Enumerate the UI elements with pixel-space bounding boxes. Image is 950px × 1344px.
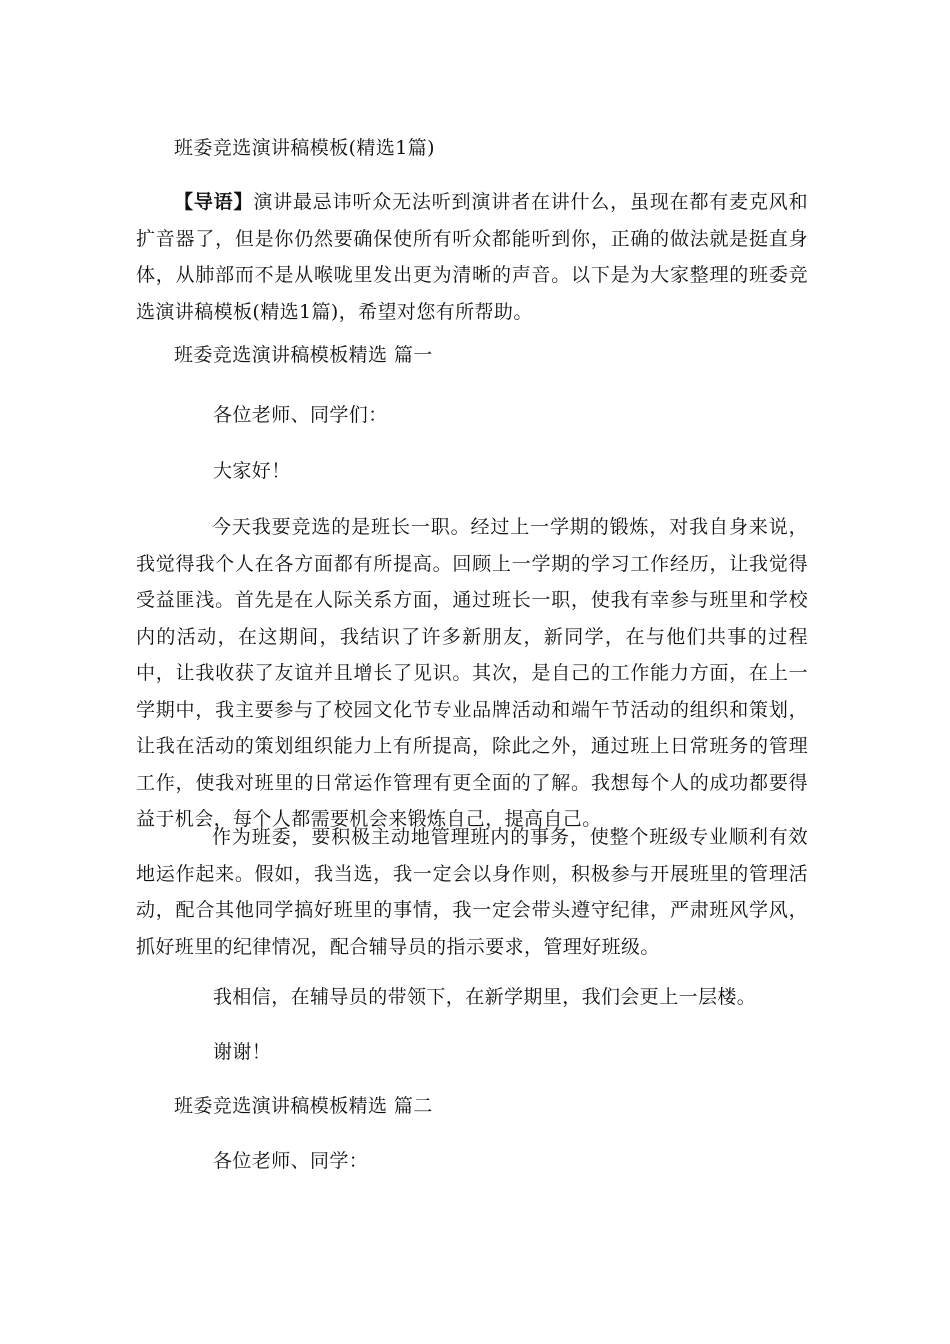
section1-paragraph-1: 今天我要竞选的是班长一职。经过上一学期的锻炼，对我自身来说，我觉得我个人在各方面都有所提高。回顾上一学期的学习工作经历，让我觉得受益匪浅。首先是在人际关系方面，通过班长一职，使我有幸参与班里和学校内的活动，在这期间，我结识了许多新朋友，新同学，在与他们共事的过程中，让我收获了友谊并且增长了见识。其次，是自己的工作能力方面，在上一学期中，我主要参与了校园文化节专业品牌活动和端午节活动的组织和策划，让我在活动的策划组织能力上有所提高，除此之外，通过班上日常班务的管理工作，使我对班里的日常运作管理有更全面的了解。我想每个人的成功都要得益于机会，每个人都需要机会来锻炼自己，提高自己。 <box>136 516 808 830</box>
section1-salutation: 各位老师、同学们： <box>213 404 388 426</box>
intro-text: 演讲最忌讳听众无法听到演讲者在讲什么，虽现在都有麦克风和扩音器了，但是你仍然要确保使所有听众都能听到你，正确的做法就是挺直身体，从肺部而不是从喉咙里发出更为清晰的声音。以下是为大家整理的班委竞选演讲稿模板(精选1篇)，希望对您有所帮助。 <box>136 191 808 323</box>
document-title: 班委竞选演讲稿模板(精选1篇) <box>174 137 435 159</box>
section1-paragraph-3: 我相信，在辅导员的带领下，在新学期里，我们会更上一层楼。 <box>213 986 757 1008</box>
section1-paragraph-2: 作为班委，要积极主动地管理班内的事务，使整个班级专业顺利有效地运作起来。假如，我当选，我一定会以身作则，积极参与开展班里的管理活动，配合其他同学搞好班里的事情，我一定会带头遵守纪律，严肃班风学风，抓好班里的纪律情况，配合辅导员的指示要求，管理好班级。 <box>136 826 808 958</box>
section1-heading: 班委竞选演讲稿模板精选 篇一 <box>174 344 433 366</box>
intro-tag: 【导语】 <box>174 191 254 213</box>
section2-salutation: 各位老师、同学： <box>213 1150 369 1172</box>
intro-paragraph <box>136 184 808 330</box>
section1-greeting: 大家好！ <box>213 460 291 482</box>
section2-heading: 班委竞选演讲稿模板精选 篇二 <box>174 1095 433 1117</box>
section1-closing: 谢谢！ <box>213 1041 272 1063</box>
